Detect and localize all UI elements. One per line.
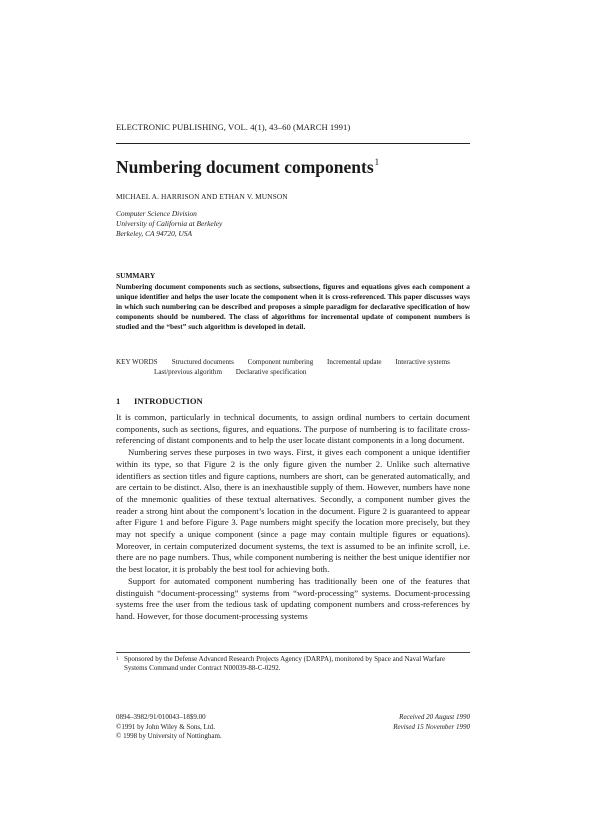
keywords-row <box>116 367 470 377</box>
section-title: INTRODUCTION <box>134 396 203 406</box>
section-heading <box>116 396 203 406</box>
footnote <box>116 655 470 673</box>
paragraph: Support for automated component numbering has traditionally been one of the features that distinguish “document-processing” systems from “word-processing” systems. Document-processing systems free the user from the tedious task of updating component numbers and cross-references by hand. However, for those document-processing systems <box>116 575 470 621</box>
paper-title-text: Numbering document components <box>116 157 374 177</box>
authors: MICHAEL A. HARRISON AND ETHAN V. MUNSON <box>116 192 288 201</box>
publication-line: ©1991 by John Wiley & Sons, Ltd. <box>116 722 216 731</box>
keyword: Structured documents <box>171 358 234 366</box>
footnote-rule <box>116 652 470 653</box>
affiliation-line: Berkeley, CA 94720, USA <box>116 229 193 238</box>
publication-line: © 1998 by University of Nottingham. <box>116 732 222 740</box>
affiliation <box>116 209 222 239</box>
journal-header: ELECTRONIC PUBLISHING, VOL. 4(1), 43–60 (MARCH 1991) <box>116 122 351 132</box>
keywords-label: KEY WORDS <box>116 358 158 366</box>
keyword: Interactive systems <box>395 358 450 366</box>
footnote-mark: 1 <box>116 657 119 662</box>
received-dates <box>393 713 470 732</box>
publication-line: 0894–3982/91/010043–18$9.00 <box>116 713 206 721</box>
paragraph: Numbering serves these purposes in two ways. First, it gives each component a unique identifier within its type, so that Figure 2 is the only figure given the number 2. Unlike such alternative identifiers as section titles and figure captions, numbers are short, can be generated automatically, and are certain to be distinct. Also, there is an inexhaustible supply of them. However, numbers have none of the mnemonic qualities of these textual alternatives. Secondly, a component number gives the reader a strong hint about the component’s location in the document. Figure 2 is guaranteed to appear after Figure 1 and before Figure 3. Page numbers might specify the location more precisely, but they may not specify a unique component (since a page may contain multiple figures or equations). Moreover, in certain computerized document systems, the text is assumed to be an infinite scroll, i.e. there are no page numbers. Thus, while component numbering is neither the best unique identifier nor the best locator, it is probably the best tool for achieving both. <box>116 447 470 575</box>
affiliation-line: Computer Science Division <box>116 209 197 218</box>
publication-info <box>116 713 222 742</box>
keyword: Incremental update <box>327 358 382 366</box>
paper-title <box>116 157 379 178</box>
body-text <box>116 412 470 623</box>
affiliation-line: University of California at Berkeley <box>116 219 223 228</box>
paragraph: It is common, particularly in technical documents, to assign ordinal numbers to certain document components, such as sections, figures, and equations. The purpose of numbering is to facilitate cross-referencing of distant components and to help the user locate distant components in a long document. <box>116 412 470 446</box>
received-line: Received 20 August 1990 <box>399 713 470 721</box>
title-footnote-mark: 1 <box>374 157 380 167</box>
keyword: Declarative specification <box>235 368 307 376</box>
revised-line: Revised 15 November 1990 <box>393 722 470 731</box>
summary-heading: SUMMARY <box>116 271 156 280</box>
keywords-row <box>116 357 470 367</box>
keywords <box>116 357 470 377</box>
keyword: Last/previous algorithm <box>154 368 222 376</box>
header-rule <box>116 143 470 144</box>
section-number: 1 <box>116 396 121 406</box>
footnote-text: Sponsored by the Defense Advanced Research Projects Agency (DARPA), monitored by Space and Naval Warfare Systems Command under Contract N00039-88-C-0292. <box>124 655 446 672</box>
summary-text: Numbering document components such as sections, subsections, figures and equations gives each component a unique identifier and helps the user locate the component when it is cross-referenced. This paper discusses ways in which such numbering can be described and proposes a simple paradigm for declarative specification of how components should be numbered. The class of algorithms for incremental update of component numbers is studied and the “best” such algorithm is developed in detail. <box>116 282 470 331</box>
keyword: Component numbering <box>247 358 314 366</box>
